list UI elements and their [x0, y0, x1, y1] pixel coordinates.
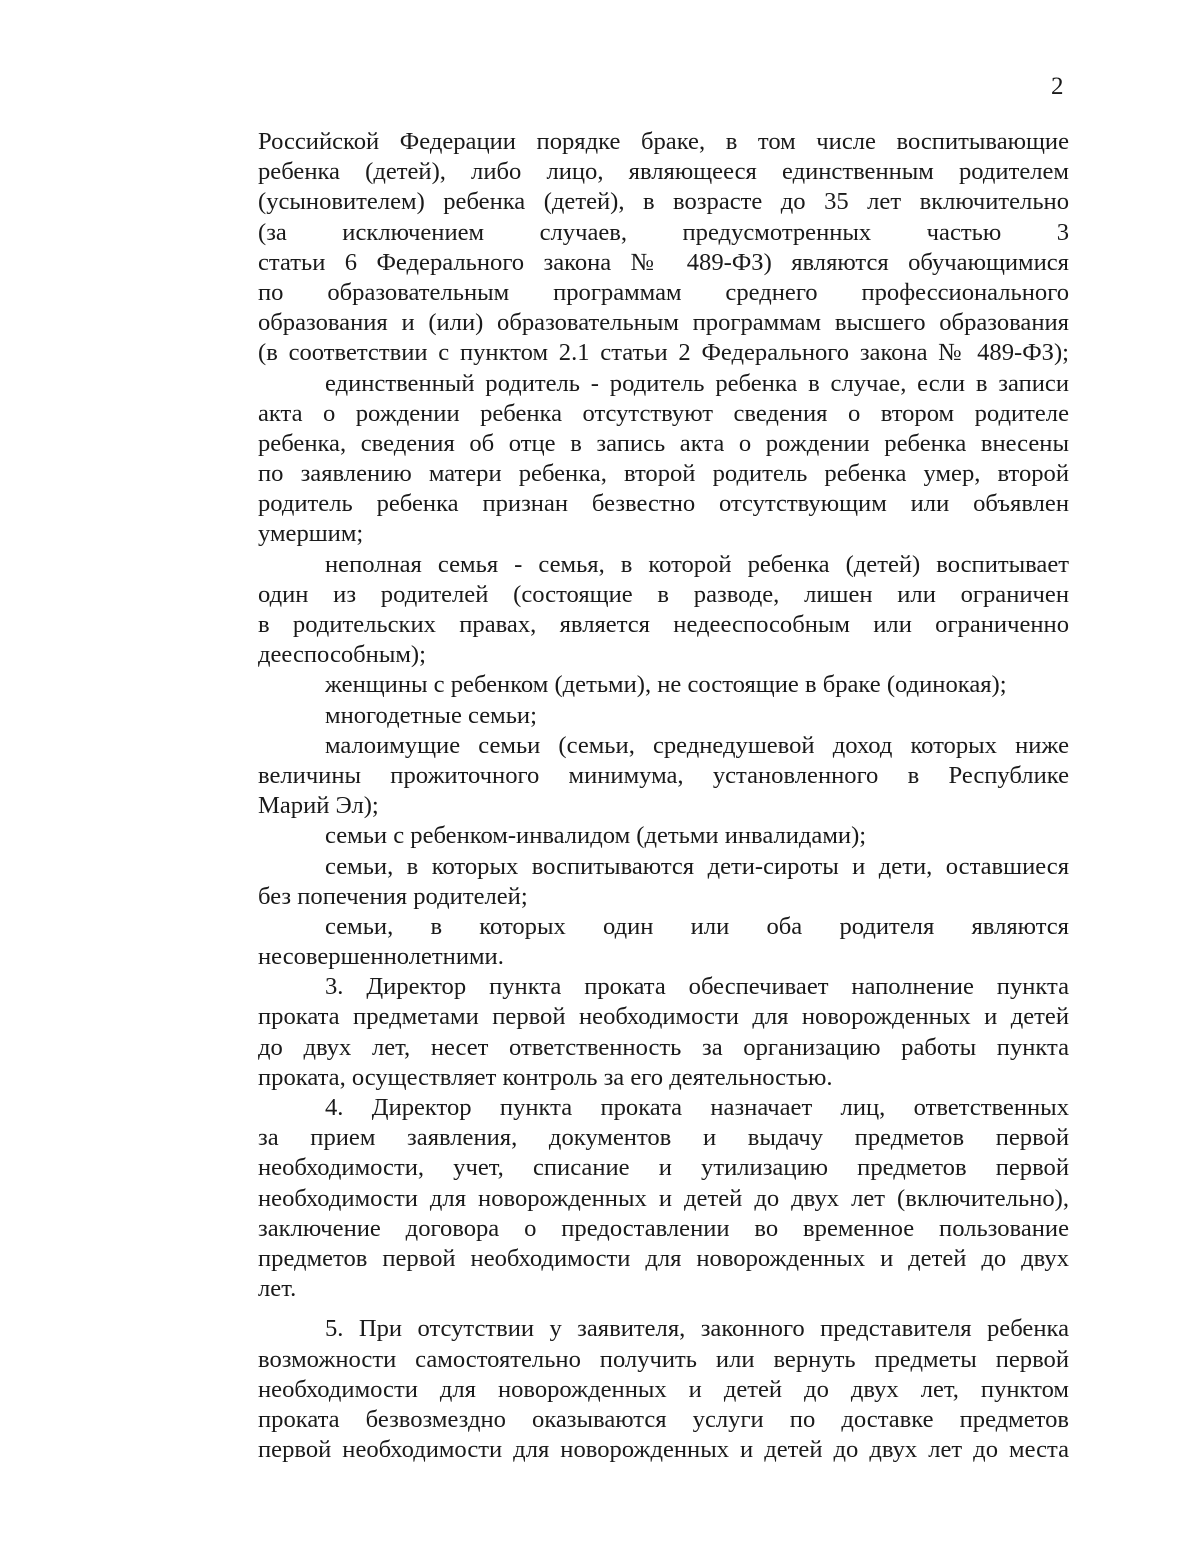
text-line: величины прожиточного минимума, установленного в Республике	[258, 761, 1069, 789]
text-line: образования и (или) образовательным программам высшего образования	[258, 309, 1069, 337]
text-line: (за исключением случаев, предусмотренных частью 3	[258, 218, 1069, 246]
text-line: (в соответствии с пунктом 2.1 статьи 2 Федерального закона № 489-ФЗ);	[258, 339, 1069, 367]
paragraph-item-3	[258, 972, 1069, 1093]
text-line: возможности самостоятельно получить или вернуть предметы первой	[258, 1345, 1069, 1373]
paragraph-incomplete-family	[258, 550, 1069, 671]
text-line: акта о рождении ребенка отсутствуют сведения о втором родителе	[258, 399, 1069, 427]
text-line: по образовательным программам среднего профессионального	[258, 278, 1069, 306]
text-line: проката предметами первой необходимости для новорожденных и детей	[258, 1003, 1069, 1031]
text-line: предметов первой необходимости для новорожденных и детей до двух	[258, 1244, 1069, 1272]
paragraph-low-income	[258, 731, 1069, 822]
text-line: лет.	[258, 1275, 297, 1303]
text-line: до двух лет, несет ответственность за организацию работы пункта	[258, 1033, 1069, 1061]
text-line: ребенка, сведения об отце в запись акта о рождении ребенка внесены	[258, 429, 1069, 457]
text-line: 4. Директор пункта проката назначает лиц, ответственных	[325, 1094, 1069, 1121]
text-line: единственный родитель - родитель ребенка в случае, если в записи	[325, 369, 1069, 397]
text-line: семьи, в которых один или оба родителя являются	[325, 912, 1069, 940]
paragraph-1	[258, 127, 1069, 369]
text-line: необходимости, учет, списание и утилизацию предметов первой	[258, 1154, 1069, 1182]
text-line: проката, осуществляет контроль за его деятельностью.	[258, 1063, 833, 1091]
paragraph-disabled-child	[258, 821, 1069, 851]
text-line: без попечения родителей;	[258, 882, 528, 910]
text-line: многодетные семьи;	[325, 701, 537, 729]
text-line: Российской Федерации порядке браке, в том числе воспитывающие	[258, 128, 1069, 155]
text-line: первой необходимости для новорожденных и детей до двух лет до места	[258, 1436, 1069, 1464]
text-line: статьи 6 Федерального закона № 489-ФЗ) являются обучающимися	[258, 248, 1069, 276]
text-line: за прием заявления, документов и выдачу предметов первой	[258, 1124, 1069, 1152]
text-line: женщины с ребенком (детьми), не состоящие в браке (одинокая);	[325, 671, 1007, 699]
paragraph-minor-parents	[258, 912, 1069, 972]
page-number: 2	[1051, 73, 1064, 100]
text-line: проката безвозмездно оказываются услуги по доставке предметов	[258, 1405, 1069, 1433]
text-line: по заявлению матери ребенка, второй родитель ребенка умер, второй	[258, 460, 1069, 488]
document-body	[258, 127, 1069, 1465]
paragraph-single-women	[258, 670, 1069, 700]
text-line: семьи, в которых воспитываются дети-сироты и дети, оставшиеся	[325, 852, 1069, 880]
text-line: необходимости для новорожденных и детей до двух лет, пунктом	[258, 1375, 1069, 1403]
text-line: (усыновителем) ребенка (детей), в возрасте до 35 лет включительно	[258, 188, 1069, 216]
text-line: необходимости для новорожденных и детей до двух лет (включительно),	[258, 1184, 1069, 1212]
text-line: несовершеннолетними.	[258, 943, 504, 971]
text-line: в родительских правах, является недееспособным или ограниченно	[258, 611, 1069, 638]
text-line: семьи с ребенком-инвалидом (детьми инвалидами);	[325, 822, 867, 850]
paragraph-orphans	[258, 852, 1069, 912]
text-line: неполная семья - семья, в которой ребенка (детей) воспитывает	[325, 550, 1069, 578]
text-line: один из родителей (состоящие в разводе, лишен или ограничен	[258, 580, 1069, 608]
text-line: ребенка (детей), либо лицо, являющееся единственным родителем	[258, 158, 1069, 186]
paragraph-item-4	[258, 1093, 1069, 1304]
text-line: умершим;	[258, 520, 364, 548]
text-line: малоимущие семьи (семьи, среднедушевой доход которых ниже	[325, 731, 1069, 759]
paragraph-item-5	[258, 1314, 1069, 1465]
text-line: 3. Директор пункта проката обеспечивает наполнение пункта	[325, 973, 1069, 1001]
paragraph-large-families	[258, 701, 1069, 731]
text-line: дееспособным);	[258, 641, 426, 669]
text-line: Марий Эл);	[258, 792, 379, 820]
paragraph-single-parent	[258, 369, 1069, 550]
text-line: заключение договора о предоставлении во временное пользование	[258, 1214, 1069, 1242]
text-line: родитель ребенка признан безвестно отсутствующим или объявлен	[258, 490, 1069, 518]
text-line: 5. При отсутствии у заявителя, законного представителя ребенка	[325, 1315, 1069, 1343]
